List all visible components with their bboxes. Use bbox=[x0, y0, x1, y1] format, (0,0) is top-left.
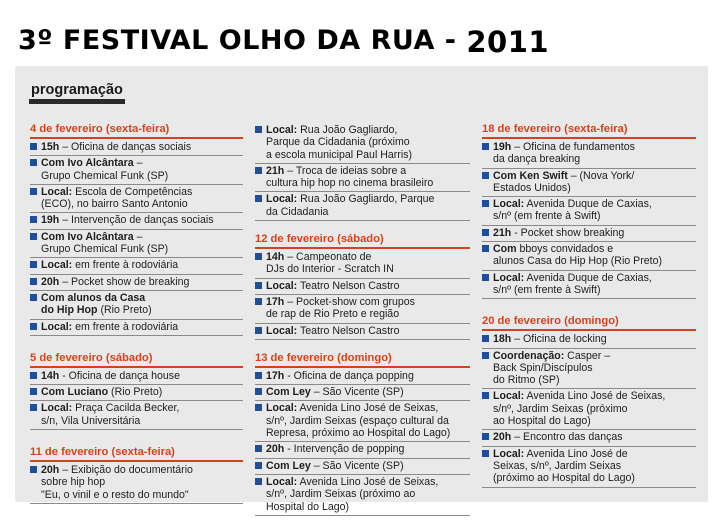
schedule-item bbox=[255, 295, 470, 324]
schedule-item-label: Com Ivo Alcântara bbox=[41, 157, 134, 170]
schedule-item-label: Local: bbox=[41, 402, 73, 415]
schedule-item-body: Teatro Nelson Castro bbox=[297, 324, 400, 337]
schedule-item-label: 19h bbox=[493, 141, 512, 153]
schedule-item-text bbox=[493, 431, 696, 443]
square-bullet-icon bbox=[30, 388, 37, 395]
schedule-item-text bbox=[266, 402, 470, 439]
square-bullet-icon bbox=[255, 167, 262, 174]
square-bullet-icon bbox=[30, 278, 37, 285]
schedule-item-text bbox=[266, 370, 470, 382]
schedule-item bbox=[255, 164, 470, 193]
schedule-item-label: Local: bbox=[266, 475, 298, 488]
schedule-item bbox=[482, 197, 696, 226]
square-bullet-icon bbox=[30, 216, 37, 223]
square-bullet-icon bbox=[482, 335, 489, 342]
square-bullet-icon bbox=[255, 327, 262, 334]
square-bullet-icon bbox=[482, 274, 489, 281]
schedule-item-body: Teatro Nelson Castro bbox=[297, 279, 400, 292]
schedule-item-text bbox=[41, 214, 243, 226]
schedule-item-body: Avenida Lino José de Seixas, s/nº, Jardim Seixas (próximo ao Hospital do Lago) bbox=[493, 447, 635, 485]
schedule-item-body: Avenida Lino José de Seixas, s/nº, Jardim Seixas (espaço cultural da Represa, próximo ao Hospital do Lago) bbox=[266, 402, 451, 440]
schedule-item-text bbox=[266, 251, 470, 276]
square-bullet-icon bbox=[255, 462, 262, 469]
schedule-item-label: 14h bbox=[41, 369, 60, 382]
schedule-item bbox=[255, 401, 470, 442]
schedule-item-text bbox=[266, 386, 470, 398]
schedule-item-body: bboys convidados e alunos Casa do Hip Hop (Rio Preto) bbox=[493, 243, 662, 268]
schedule-item bbox=[30, 140, 243, 156]
page-title-main: 3º FESTIVAL OLHO DA RUA - bbox=[18, 25, 467, 56]
schedule-item bbox=[30, 230, 243, 259]
day-heading: 20 de fevereiro (domingo) bbox=[482, 315, 696, 331]
schedule-item-body: Rua João Gagliardo, Parque da Cidadania bbox=[266, 193, 435, 218]
square-bullet-icon bbox=[255, 404, 262, 411]
schedule-item bbox=[255, 324, 470, 340]
schedule-item-label: Local: bbox=[266, 124, 298, 136]
square-bullet-icon bbox=[482, 433, 489, 440]
schedule-item-body: – São Vicente (SP) bbox=[310, 386, 404, 399]
schedule-item-label: Com Luciano bbox=[41, 386, 109, 399]
schedule-item-text bbox=[266, 280, 470, 292]
schedule-item-body: Avenida Lino José de Seixas, s/nº, Jardim Seixas (próximo ao Hospital do Lago) bbox=[266, 475, 439, 513]
schedule-item-text bbox=[493, 350, 696, 387]
schedule-column-2 bbox=[255, 123, 470, 516]
schedule-item bbox=[482, 430, 696, 446]
schedule-item-label: 20h bbox=[493, 431, 512, 444]
page-title-year: 2011 bbox=[466, 25, 550, 59]
schedule-item bbox=[30, 275, 243, 291]
schedule-item-text bbox=[266, 476, 470, 513]
schedule-item-text bbox=[41, 321, 243, 333]
schedule-card bbox=[15, 66, 708, 513]
schedule-item-body: - Pocket show breaking bbox=[511, 226, 625, 239]
square-bullet-icon bbox=[255, 445, 262, 452]
square-bullet-icon bbox=[482, 229, 489, 236]
schedule-item bbox=[30, 291, 243, 320]
schedule-item-label: Local: bbox=[266, 193, 298, 206]
schedule-item-text bbox=[493, 333, 696, 345]
day-heading: 13 de fevereiro (domingo) bbox=[255, 352, 470, 368]
schedule-item-label: 21h bbox=[493, 226, 512, 239]
day-heading: 18 de fevereiro (sexta-feira) bbox=[482, 123, 696, 139]
schedule-item bbox=[30, 401, 243, 430]
schedule-item-body: – Intervenção de danças sociais bbox=[59, 214, 214, 227]
square-bullet-icon bbox=[30, 323, 37, 330]
schedule-item-text bbox=[41, 186, 243, 211]
schedule-item bbox=[30, 185, 243, 214]
square-bullet-icon bbox=[482, 245, 489, 252]
schedule-header: programação bbox=[29, 81, 125, 104]
schedule-item-text bbox=[493, 170, 696, 195]
schedule-item bbox=[482, 332, 696, 348]
schedule-item-body: – Pocket show de breaking bbox=[59, 275, 190, 288]
schedule-item-text bbox=[266, 443, 470, 455]
schedule-item-text bbox=[266, 296, 470, 321]
schedule-item bbox=[255, 475, 470, 516]
schedule-item-text bbox=[266, 325, 470, 337]
schedule-item-label: 20h bbox=[266, 443, 285, 456]
day-heading: 11 de fevereiro (sexta-feira) bbox=[30, 446, 243, 462]
schedule-item-body: Avenida Lino José de Seixas, s/nº, Jardim Seixas (próximo ao Hospital do Lago) bbox=[493, 390, 666, 428]
square-bullet-icon bbox=[30, 143, 37, 150]
schedule-item-label: Local: bbox=[266, 402, 298, 415]
schedule-item-label: Local: bbox=[41, 259, 73, 272]
schedule-item-text bbox=[41, 370, 243, 382]
schedule-item-text bbox=[41, 386, 243, 398]
schedule-item bbox=[482, 226, 696, 242]
schedule-item-body: - Oficina de dança house bbox=[59, 369, 180, 382]
schedule-item bbox=[30, 258, 243, 274]
page-title bbox=[18, 22, 550, 59]
square-bullet-icon bbox=[30, 188, 37, 195]
schedule-item-body: (Rio Preto) bbox=[108, 386, 163, 399]
schedule-item bbox=[482, 271, 696, 300]
day-heading: 12 de fevereiro (sábado) bbox=[255, 233, 470, 249]
square-bullet-icon bbox=[30, 404, 37, 411]
day-heading: 5 de fevereiro (sábado) bbox=[30, 352, 243, 368]
schedule-item-label: Com Ken Swift bbox=[493, 169, 568, 182]
schedule-item-text bbox=[41, 157, 243, 182]
schedule-item bbox=[30, 385, 243, 401]
schedule-item-label: Local: bbox=[493, 447, 525, 460]
schedule-item-body: Escola de Competências (ECO), no bairro Santo Antonio bbox=[41, 185, 193, 211]
square-bullet-icon bbox=[482, 200, 489, 207]
schedule-item-body: - Oficina de dança popping bbox=[284, 369, 414, 382]
square-bullet-icon bbox=[482, 143, 489, 150]
square-bullet-icon bbox=[482, 172, 489, 179]
schedule-item-label: Local: bbox=[493, 390, 525, 403]
schedule-item-label: Coordenação: bbox=[493, 349, 565, 362]
schedule-item-text bbox=[493, 227, 696, 239]
schedule-item-text bbox=[266, 124, 470, 161]
schedule-item-label: 19h bbox=[41, 214, 60, 227]
schedule-item-label: Com bbox=[493, 243, 517, 256]
schedule-item-body: – (Nova York/ Estados Unidos) bbox=[493, 169, 635, 194]
schedule-item-text bbox=[41, 464, 243, 501]
schedule-item-label: Local: bbox=[266, 279, 298, 292]
schedule-item bbox=[482, 242, 696, 271]
schedule-item-text bbox=[41, 141, 243, 153]
schedule-item bbox=[482, 349, 696, 390]
square-bullet-icon bbox=[255, 388, 262, 395]
schedule-item-body: em frente à rodoviária bbox=[72, 320, 179, 333]
schedule-item-body: - Intervenção de popping bbox=[284, 443, 405, 456]
square-bullet-icon bbox=[255, 195, 262, 202]
schedule-item bbox=[255, 192, 470, 221]
schedule-item bbox=[30, 369, 243, 385]
square-bullet-icon bbox=[255, 298, 262, 305]
schedule-item-body: (Rio Preto) bbox=[97, 304, 152, 317]
square-bullet-icon bbox=[30, 159, 37, 166]
schedule-item bbox=[30, 213, 243, 229]
schedule-item bbox=[255, 123, 470, 164]
schedule-item-label: Com Ley bbox=[266, 459, 311, 472]
schedule-item-body: Casper – Back Spin/Discípulos do Ritmo (SP) bbox=[493, 349, 611, 387]
schedule-item-text bbox=[493, 272, 696, 297]
schedule-item bbox=[30, 320, 243, 336]
schedule-item-body: – Oficina de danças sociais bbox=[59, 141, 192, 153]
square-bullet-icon bbox=[30, 294, 37, 301]
square-bullet-icon bbox=[255, 282, 262, 289]
schedule-item-body: – Encontro das danças bbox=[511, 431, 623, 444]
schedule-item-label: Local: bbox=[41, 185, 73, 198]
schedule-item-body: – Grupo Chemical Funk (SP) bbox=[41, 230, 169, 256]
square-bullet-icon bbox=[255, 126, 262, 133]
schedule-item-text bbox=[266, 165, 470, 190]
schedule-item-label: 18h bbox=[493, 333, 512, 346]
schedule-item bbox=[482, 447, 696, 488]
schedule-item-text bbox=[493, 448, 696, 485]
schedule-item-label: 20h bbox=[41, 464, 60, 477]
schedule-item-label: Com Ley bbox=[266, 386, 311, 399]
square-bullet-icon bbox=[30, 233, 37, 240]
schedule-item-body: – Oficina de fundamentos da dança breaking bbox=[493, 141, 635, 166]
schedule-item bbox=[255, 459, 470, 475]
schedule-item-label: 20h bbox=[41, 275, 60, 288]
schedule-item-text bbox=[493, 198, 696, 223]
square-bullet-icon bbox=[482, 352, 489, 359]
schedule-item bbox=[482, 140, 696, 169]
schedule-item-label: Local: bbox=[493, 198, 525, 211]
schedule-item-text bbox=[266, 460, 470, 472]
schedule-column-1 bbox=[30, 123, 243, 504]
square-bullet-icon bbox=[255, 478, 262, 485]
schedule-item bbox=[482, 389, 696, 430]
schedule-item-text bbox=[41, 402, 243, 427]
square-bullet-icon bbox=[482, 392, 489, 399]
schedule-item-text bbox=[493, 141, 696, 166]
schedule-item-body: em frente à rodoviária bbox=[72, 259, 179, 272]
schedule-item-label: 14h bbox=[266, 251, 285, 264]
schedule-item bbox=[30, 156, 243, 185]
schedule-item-label: Local: bbox=[493, 271, 525, 284]
schedule-item-body: – Troca de ideias sobre a cultura hip hop no cinema brasileiro bbox=[266, 164, 434, 190]
schedule-item-text bbox=[266, 193, 470, 218]
schedule-item bbox=[255, 250, 470, 279]
schedule-item-text bbox=[41, 276, 243, 288]
schedule-item bbox=[30, 463, 243, 504]
square-bullet-icon bbox=[255, 253, 262, 260]
schedule-item-text bbox=[41, 292, 243, 317]
schedule-item-body: Rua João Gagliardo, Parque da Cidadania (próximo a escola municipal Paul Harris) bbox=[266, 124, 413, 161]
schedule-item-label: 17h bbox=[266, 295, 285, 308]
schedule-item-body: – Exibição do documentário sobre hip hop "Eu, o vinil e o resto do mundo" bbox=[41, 464, 193, 501]
schedule-item-body: – Oficina de locking bbox=[511, 333, 607, 346]
schedule-item-body: – Pocket-show com grupos de rap de Rio Preto e região bbox=[266, 295, 415, 321]
square-bullet-icon bbox=[30, 372, 37, 379]
schedule-item bbox=[482, 169, 696, 198]
schedule-item-body: Avenida Duque de Caxias, s/nº (em frente à Swift) bbox=[493, 271, 652, 296]
schedule-item-body: – São Vicente (SP) bbox=[310, 459, 404, 472]
schedule-item-body: – Campeonato de DJs do Interior - Scratch IN bbox=[266, 251, 394, 276]
schedule-item-label: Local: bbox=[266, 324, 298, 337]
schedule-item-text bbox=[493, 243, 696, 268]
schedule-item-text bbox=[41, 259, 243, 271]
schedule-item-label: 15h bbox=[41, 141, 60, 153]
square-bullet-icon bbox=[255, 372, 262, 379]
day-heading: 4 de fevereiro (sexta-feira) bbox=[30, 123, 243, 139]
square-bullet-icon bbox=[482, 450, 489, 457]
schedule-item-label: 21h bbox=[266, 164, 285, 177]
schedule-item-label: Com alunos da Casa do Hip Hop bbox=[41, 291, 146, 317]
schedule-item bbox=[255, 369, 470, 385]
schedule-item-label: Local: bbox=[41, 320, 73, 333]
schedule-item bbox=[255, 279, 470, 295]
schedule-item-body: – Grupo Chemical Funk (SP) bbox=[41, 157, 169, 182]
schedule-item-body: Praça Cacilda Becker, s/n, Vila Universitária bbox=[41, 402, 180, 427]
schedule-item bbox=[255, 442, 470, 458]
schedule-item-label: 17h bbox=[266, 369, 285, 382]
schedule-item bbox=[255, 385, 470, 401]
schedule-item-label: Com Ivo Alcântara bbox=[41, 230, 134, 243]
schedule-item-body: Avenida Duque de Caxias, s/nº (em frente à Swift) bbox=[493, 198, 652, 223]
schedule-column-3 bbox=[482, 123, 696, 488]
schedule-item-text bbox=[41, 231, 243, 256]
square-bullet-icon bbox=[30, 261, 37, 268]
schedule-item-text bbox=[493, 390, 696, 427]
square-bullet-icon bbox=[30, 466, 37, 473]
